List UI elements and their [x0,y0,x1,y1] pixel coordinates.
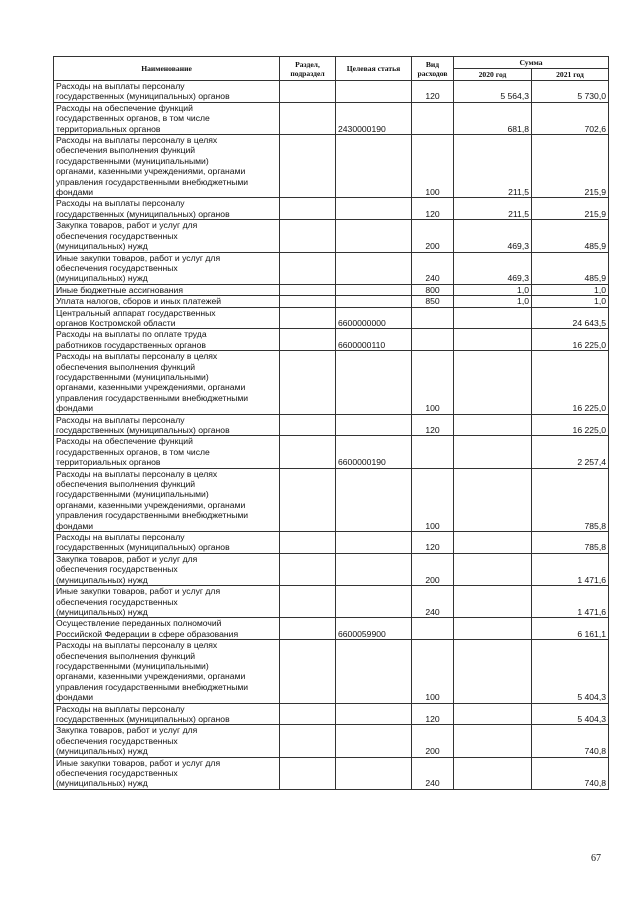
row-target [336,296,412,307]
table-row [54,252,609,284]
row-2021: 1,0 [532,284,609,295]
row-name-line: государственных (муниципальных) органов [56,713,230,724]
row-name-line: органами, казенными учреждениями, органами [56,671,246,682]
row-section [280,252,336,284]
row-name-line: Закупка товаров, работ и услуг для [56,553,198,564]
row-section [280,757,336,789]
row-section [280,81,336,103]
row-name-line: (муниципальных) нужд [56,606,148,617]
table-row [54,220,609,252]
row-2020 [454,351,532,414]
row-section [280,468,336,531]
row-target [336,725,412,757]
row-section [280,296,336,307]
row-name [54,468,280,531]
row-name-line: Иные закупки товаров, работ и услуг для [56,757,221,768]
row-kind: 850 [412,296,454,307]
table-row [54,102,609,134]
row-section [280,640,336,703]
row-name-line: Расходы на выплаты персоналу в целях [56,640,218,651]
header-target: Целевая статья [336,57,412,81]
row-name-line: государственных (муниципальных) органов [56,91,230,102]
row-name-line: обеспечения выполнения функций [56,361,196,372]
row-name-line: работников государственных органов [56,339,206,350]
row-name-line: Российской Федерации в сфере образования [56,628,239,639]
table-row [54,703,609,725]
row-name-line: государственными (муниципальными) [56,489,209,500]
row-section [280,703,336,725]
row-kind: 200 [412,220,454,252]
row-name-line: государственных (муниципальных) органов [56,425,230,435]
row-name-line: государственными (муниципальными) [56,660,209,671]
row-name-line: обеспечения выполнения функций [56,145,196,156]
row-name-line: фондами [56,403,94,414]
table-row [54,296,609,307]
row-name-line: Расходы на выплаты персоналу в целях [56,468,218,479]
row-section [280,436,336,468]
row-section [280,135,336,198]
row-name-line: Осуществление переданных полномочий [56,618,222,629]
row-target [336,81,412,103]
row-target [336,351,412,414]
row-section [280,329,336,351]
header-section: Раздел, подраздел [280,57,336,81]
row-2021: 2 257,4 [532,436,609,468]
row-name-line: обеспечения выполнения функций [56,479,196,490]
header-name: Наименование [54,57,280,81]
row-name-line: Уплата налогов, сборов и иных платежей [56,296,222,307]
row-name-line: (муниципальных) нужд [56,574,148,585]
header-2021: 2021 год [532,69,609,81]
row-name-line: Расходы на обеспечение функций [56,436,193,447]
row-2020 [454,436,532,468]
table-row [54,553,609,585]
row-name-line: органов Костромской области [56,317,176,328]
row-2021: 5 404,3 [532,640,609,703]
row-section [280,586,336,618]
row-name-line: органами, казенными учреждениями, органами [56,166,246,177]
row-2021: 1,0 [532,296,609,307]
row-2020: 1,0 [454,296,532,307]
row-name-line: территориальных органов [56,457,161,468]
row-name-line: территориальных органов [56,123,161,134]
row-kind [412,329,454,351]
header-2020: 2020 год [454,69,532,81]
row-target [336,220,412,252]
row-name [54,220,280,252]
row-2021: 485,9 [532,252,609,284]
row-kind: 120 [412,414,454,436]
row-target [336,414,412,436]
row-name-line: фондами [56,520,94,531]
row-kind: 800 [412,284,454,295]
row-name-line: (муниципальных) нужд [56,746,148,757]
row-kind: 120 [412,81,454,103]
table-row [54,198,609,220]
row-kind [412,102,454,134]
table-row [54,640,609,703]
table-row [54,618,609,640]
row-2021: 702,6 [532,102,609,134]
row-2020 [454,757,532,789]
row-name-line: обеспечения государственных [56,262,178,273]
budget-table [53,56,609,790]
row-name-line: органами, казенными учреждениями, органами [56,382,246,393]
row-2021: 785,8 [532,532,609,554]
row-section [280,414,336,436]
table-row [54,414,609,436]
row-2020 [454,586,532,618]
row-name-line: Расходы на обеспечение функций [56,102,193,113]
row-target [336,553,412,585]
row-target: 6600000190 [336,436,412,468]
row-name-line: (муниципальных) нужд [56,778,148,789]
row-name-line: Расходы на выплаты персоналу [56,703,185,714]
row-name [54,703,280,725]
row-name-line: фондами [56,692,94,703]
row-target: 6600000000 [336,307,412,329]
row-2020 [454,414,532,436]
table-row [54,725,609,757]
row-name-line: Расходы на выплаты персоналу [56,414,185,425]
row-name-line: государственных (муниципальных) органов [56,208,230,219]
row-kind: 100 [412,135,454,198]
row-2021: 215,9 [532,198,609,220]
row-target [336,135,412,198]
row-kind [412,307,454,329]
row-kind [412,618,454,640]
row-2020 [454,618,532,640]
row-2020 [454,532,532,554]
row-kind: 240 [412,757,454,789]
table-row [54,135,609,198]
header-kind: Вид расходов [412,57,454,81]
row-target: 6600000110 [336,329,412,351]
row-name-line: (муниципальных) нужд [56,241,148,252]
row-2021: 16 225,0 [532,329,609,351]
row-section [280,284,336,295]
row-2020: 211,5 [454,198,532,220]
row-name [54,757,280,789]
row-2021: 215,9 [532,135,609,198]
row-name [54,102,280,134]
row-name [54,553,280,585]
row-target [336,284,412,295]
row-name-line: обеспечения государственных [56,768,178,778]
table-row [54,307,609,329]
row-name-line: Закупка товаров, работ и услуг для [56,220,198,231]
row-kind: 240 [412,586,454,618]
row-name-line: (муниципальных) нужд [56,273,148,284]
row-name [54,414,280,436]
row-2021: 16 225,0 [532,414,609,436]
table-row [54,329,609,351]
row-2020: 681,8 [454,102,532,134]
row-target [336,586,412,618]
row-kind: 200 [412,725,454,757]
row-name-line: управления государственными внебюджетными [56,392,249,403]
row-2020 [454,468,532,531]
row-name-line: Расходы на выплаты персоналу [56,198,185,209]
row-name-line: обеспечения государственных [56,564,178,575]
row-name-line: Расходы на выплаты персоналу [56,81,185,91]
row-name [54,532,280,554]
row-2020: 211,5 [454,135,532,198]
page-number: 67 [591,853,601,864]
row-name-line: Иные бюджетные ассигнования [56,284,184,295]
row-2020: 1,0 [454,284,532,295]
row-name [54,81,280,103]
row-target [336,198,412,220]
row-name [54,329,280,351]
row-kind: 120 [412,703,454,725]
row-2020 [454,725,532,757]
table-row [54,757,609,789]
row-section [280,351,336,414]
row-kind [412,436,454,468]
row-target: 6600059900 [336,618,412,640]
row-name-line: Закупка товаров, работ и услуг для [56,725,198,736]
row-name [54,296,280,307]
row-2021: 6 161,1 [532,618,609,640]
row-target [336,252,412,284]
row-2020: 469,3 [454,252,532,284]
row-name [54,252,280,284]
table-row [54,351,609,414]
row-name-line: государственных органов, в том числе [56,446,210,457]
row-target [336,640,412,703]
row-section [280,198,336,220]
row-name-line: Расходы на выплаты персоналу [56,532,185,543]
row-name-line: Иные закупки товаров, работ и услуг для [56,586,221,597]
row-name-line: управления государственными внебюджетными [56,681,249,692]
row-name [54,618,280,640]
row-name-line: управления государственными внебюджетными [56,510,249,521]
row-name [54,351,280,414]
row-target [336,532,412,554]
row-name-line: обеспечения государственных [56,230,178,241]
row-section [280,307,336,329]
table-body [54,81,609,790]
row-section [280,220,336,252]
table-row [54,81,609,103]
row-name [54,307,280,329]
table-row [54,284,609,295]
row-2020 [454,329,532,351]
row-name-line: обеспечения выполнения функций [56,650,196,661]
table-row [54,468,609,531]
row-kind: 240 [412,252,454,284]
row-target [336,757,412,789]
row-name [54,586,280,618]
row-kind: 120 [412,198,454,220]
table-row [54,436,609,468]
row-2021: 5 404,3 [532,703,609,725]
row-kind: 100 [412,640,454,703]
row-name [54,640,280,703]
row-name [54,135,280,198]
row-name-line: обеспечения государственных [56,596,178,607]
row-2021: 16 225,0 [532,351,609,414]
row-2021: 5 730,0 [532,81,609,103]
row-2020: 5 564,3 [454,81,532,103]
row-name [54,198,280,220]
row-kind: 100 [412,468,454,531]
row-2021: 1 471,6 [532,553,609,585]
row-2021: 24 643,5 [532,307,609,329]
row-name-line: государственных органов, в том числе [56,113,210,124]
row-kind: 100 [412,351,454,414]
row-name-line: государственных (муниципальных) органов [56,542,230,553]
row-name [54,725,280,757]
row-section [280,553,336,585]
row-section [280,618,336,640]
row-name-line: Иные закупки товаров, работ и услуг для [56,252,221,263]
row-target: 2430000190 [336,102,412,134]
row-kind: 120 [412,532,454,554]
row-name-line: государственными (муниципальными) [56,371,209,382]
row-2020 [454,553,532,585]
row-name [54,284,280,295]
row-name-line: Центральный аппарат государственных [56,307,216,318]
row-2021: 1 471,6 [532,586,609,618]
row-target [336,468,412,531]
row-name [54,436,280,468]
table-row [54,586,609,618]
row-target [336,703,412,725]
row-name-line: фондами [56,187,94,198]
row-section [280,532,336,554]
row-2021: 740,8 [532,757,609,789]
header-sum: Сумма [454,57,609,69]
row-section [280,102,336,134]
row-2020: 469,3 [454,220,532,252]
row-name-line: обеспечения государственных [56,735,178,746]
row-name-line: Расходы на выплаты персоналу в целях [56,135,218,146]
row-2021: 740,8 [532,725,609,757]
row-name-line: органами, казенными учреждениями, органами [56,499,246,510]
row-section [280,725,336,757]
row-name-line: управления государственными внебюджетными [56,176,249,187]
row-name-line: государственными (муниципальными) [56,155,209,166]
row-kind: 200 [412,553,454,585]
row-2020 [454,307,532,329]
row-2020 [454,703,532,725]
row-2021: 485,9 [532,220,609,252]
row-name-line: Расходы на выплаты по оплате труда [56,329,207,340]
row-2020 [454,640,532,703]
row-2021: 785,8 [532,468,609,531]
row-name-line: Расходы на выплаты персоналу в целях [56,351,218,362]
table-row [54,532,609,554]
